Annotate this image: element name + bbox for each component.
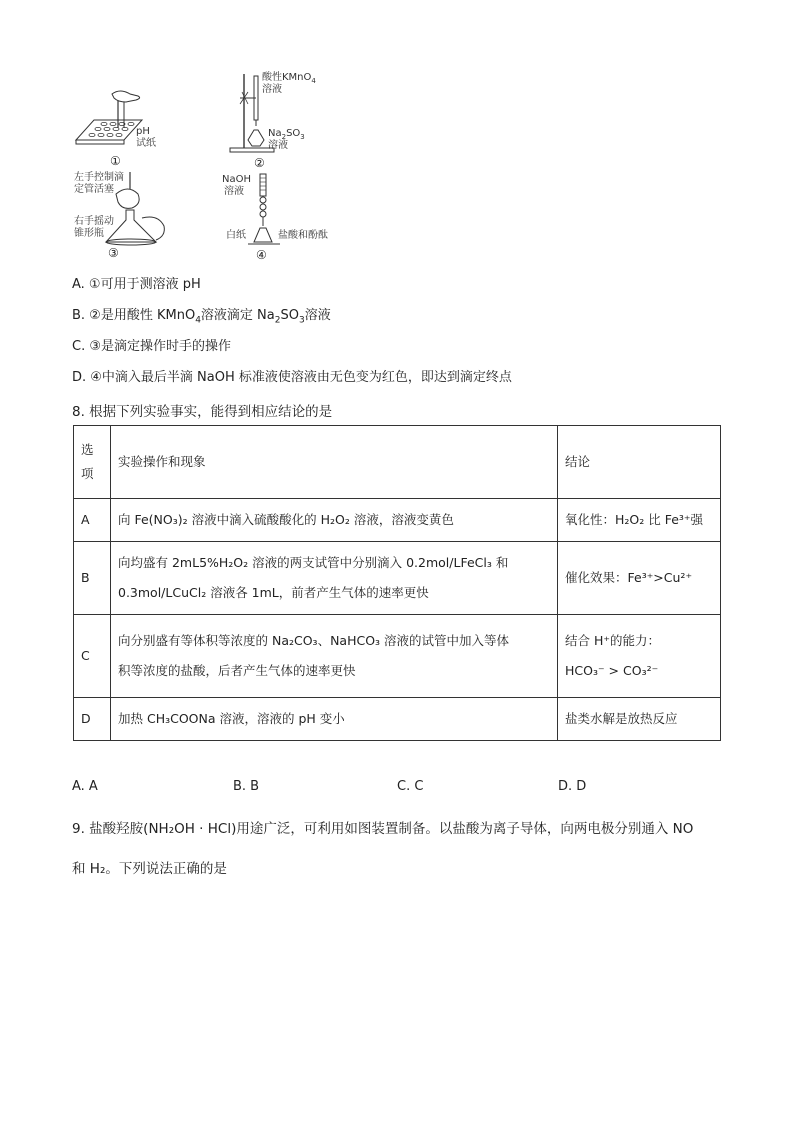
left-hand-label-1: 左手控制滴 [74,172,124,183]
table-row [74,698,721,741]
row-c-operation [111,615,558,698]
q9-stem-line-1: 9. 盐酸羟胺(NH₂OH · HCl)用途广泛，可利用如图装置制备。以盐酸为离子导体，向两电极分别通入 NO [72,821,694,837]
row-b-operation [111,542,558,615]
row-d-option: D [74,698,111,741]
naoh-label: NaOH [222,174,251,185]
row-c-operation-line-2: 积等浓度的盐酸，后者产生气体的速率更快 [118,663,356,678]
na2so3-label: $Na_2SO_3$ [268,128,305,141]
test-paper-label: 试纸 [136,138,156,149]
ph-label: pH [136,126,150,137]
right-hand-label-1: 右手摇动 [74,216,114,227]
row-a-option: A [74,499,111,542]
header-operation-cell: 实验操作和现象 [111,426,558,499]
acid-phenolphthalein-label: 盐酸和酚酞 [278,230,328,241]
kmno4-solution-label: 溶液 [262,84,282,95]
q7-option-a: A. ①可用于测溶液 pH [72,277,201,292]
table-row [74,542,721,615]
q7-option-c: C. ③是滴定操作时手的操作 [72,339,231,354]
naoh-solution-label: 溶液 [224,186,244,197]
header-option-cell [74,426,111,499]
row-c-operation-line-1: 向分别盛有等体积等浓度的 Na₂CO₃、NaHCO₃ 溶液的试管中加入等体 [118,633,510,648]
row-b-operation-line-1: 向均盛有 2mL5%H₂O₂ 溶液的两支试管中分别滴入 0.2mol/LFeCl₃ 和 [118,555,509,570]
figure-4-number: ④ [256,248,267,262]
figure-1-ph-test [72,88,192,168]
header-option-label-2: 项 [81,466,94,481]
row-d-operation: 加热 CH₃COONa 溶液，溶液的 pH 变小 [111,698,558,741]
figure-4-naoh-titration [222,170,352,260]
header-conclusion-cell: 结论 [558,426,721,499]
white-paper-label: 白纸 [226,230,246,241]
kmno4-label: 酸性KMnO$_4$ [262,72,316,85]
right-hand-label-2: 锥形瓶 [74,228,104,239]
row-c-conclusion-line-2: HCO₃⁻ > CO₃²⁻ [565,663,659,678]
figure-2-kmno4-titration [228,70,338,170]
figure-3-number: ③ [108,246,119,260]
row-b-operation-line-2: 0.3mol/LCuCl₂ 溶液各 1mL，前者产生气体的速率更快 [118,585,429,600]
q9-stem-line-2: 和 H₂。下列说法正确的是 [72,861,227,877]
q8-answer-b: B. B [233,779,260,794]
row-a-conclusion: 氧化性：H₂O₂ 比 Fe³⁺强 [558,499,721,542]
left-hand-label-2: 定管活塞 [74,184,114,195]
header-option-label-1: 选 [81,442,94,457]
row-c-conclusion [558,615,721,698]
table-row [74,499,721,542]
table-row [74,615,721,698]
row-a-operation: 向 Fe(NO₃)₂ 溶液中滴入硫酸酸化的 H₂O₂ 溶液，溶液变黄色 [111,499,558,542]
na2so3-solution-label: 溶液 [268,140,288,151]
row-c-option: C [74,615,111,698]
figure-3-hand-operation [72,170,202,260]
row-c-conclusion-line-1: 结合 H⁺的能力： [565,633,660,648]
figure-2-number: ② [254,156,265,170]
q8-table [73,425,721,741]
q8-answer-a: A. A [72,779,98,794]
q8-answer-d: D. D [558,779,587,794]
row-d-conclusion: 盐类水解是放热反应 [558,698,721,741]
q7-option-d: D. ④中滴入最后半滴 NaOH 标准液使溶液由无色变为红色，即达到滴定终点 [72,370,512,385]
spot-plate-illustration [72,88,192,150]
row-b-option: B [74,542,111,615]
q7-option-b: B. ②是用酸性 KMnO$_4$溶液滴定 $Na_2SO_3$溶液 [72,308,331,326]
table-header-row [74,426,721,499]
q8-answer-c: C. C [397,779,424,794]
figure-1-number: ① [110,154,121,168]
row-b-conclusion: 催化效果：Fe³⁺>Cu²⁺ [558,542,721,615]
q8-stem: 8. 根据下列实验事实，能得到相应结论的是 [72,404,333,420]
